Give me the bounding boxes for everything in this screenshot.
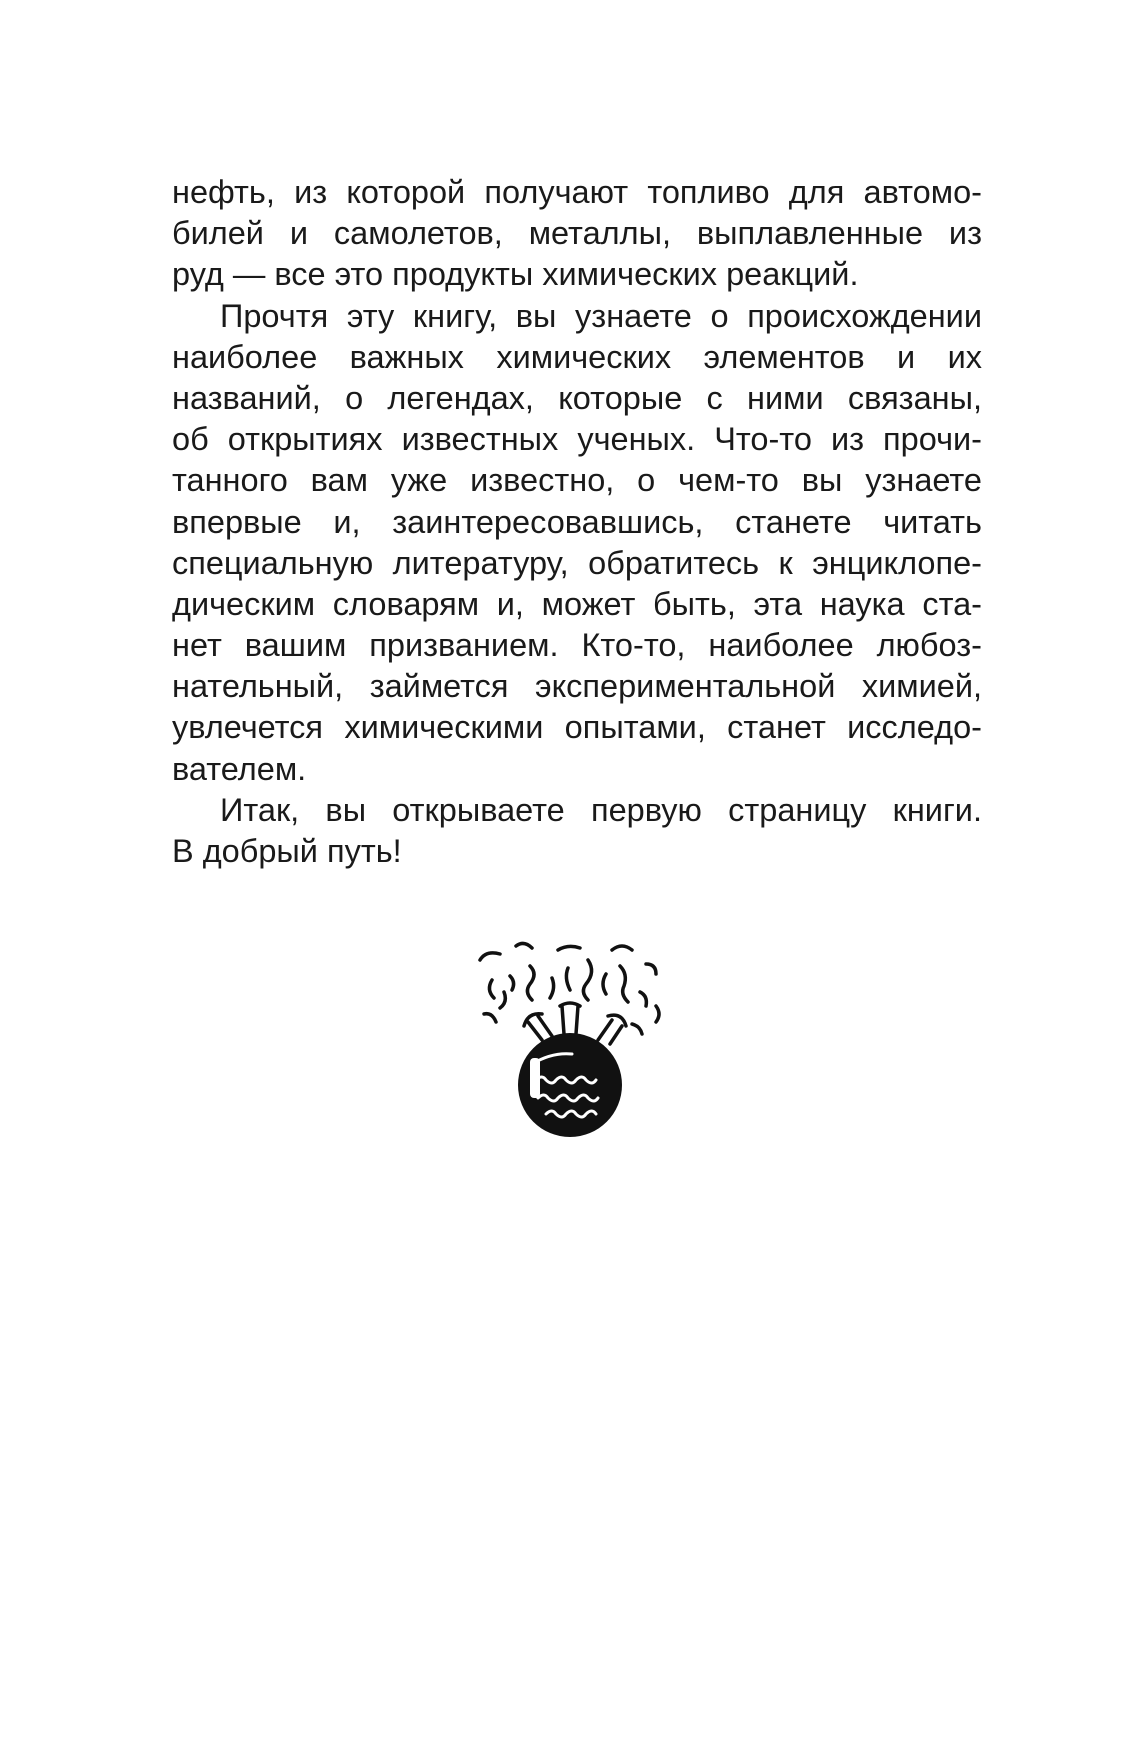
text-line: нефть, из которой получают топливо для автомо- [172, 174, 982, 210]
bubbling-flask-icon [470, 930, 680, 1140]
text-line: Прочтя эту книгу, вы узнаете о происхождении [220, 297, 982, 334]
text-line: увлечется химическими опытами, станет исследо- [172, 709, 982, 746]
text-line: специальную литературу, обратитесь к энциклопе- [172, 544, 982, 581]
text-line: билей и самолетов, металлы, выплавленные из [172, 215, 982, 252]
text-line: танного вам уже известно, о чем-то вы узнаете [172, 462, 982, 499]
body-text [172, 172, 982, 872]
text-line: наиболее важных химических элементов и их [172, 338, 982, 375]
text-line: Итак, вы открываете первую страницу книги. [220, 791, 982, 828]
text-line: нательный, займется экспериментальной химией, [172, 668, 982, 705]
text-line: дическим словарям и, может быть, эта наука ста- [172, 585, 982, 622]
text-line: впервые и, заинтересовавшись, станете читать [172, 503, 982, 540]
text-line: об открытиях известных ученых. Что-то из прочи- [172, 421, 982, 458]
text-line: руд — все это продукты химических реакций. [172, 256, 859, 293]
text-line: В добрый путь! [172, 833, 402, 869]
text-line: вателем. [172, 750, 307, 787]
text-line: названий, о легендах, которые с ними связаны, [172, 379, 982, 416]
text-line: нет вашим призванием. Кто-то, наиболее любоз- [172, 627, 982, 664]
